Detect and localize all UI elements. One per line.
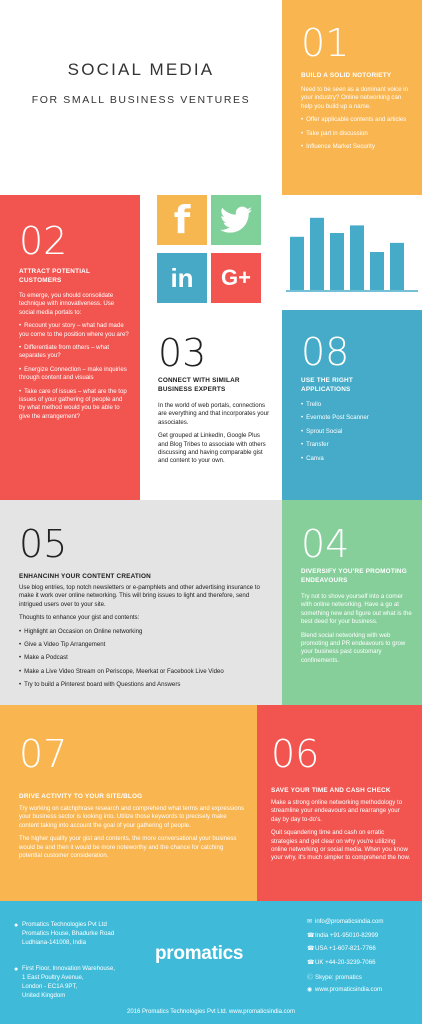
list-item: • Recount your story – what had made you come to the position where you are? — [19, 322, 129, 339]
section-body — [301, 593, 413, 670]
section-body — [19, 805, 247, 865]
bullet-list — [19, 628, 271, 690]
location-pin-icon: ● — [14, 922, 19, 929]
list-item: • Make a Live Video Stream on Periscope, Meerkat or Facebook Live Video — [19, 668, 271, 676]
list-item: • Take care of issues – what are the top issues of your gathering of people and by what method would you be able to give the arrangement? — [19, 388, 129, 422]
section-08 — [282, 310, 422, 500]
bullet-list — [301, 116, 413, 151]
list-item: • Canva — [301, 455, 411, 463]
bullet-list — [19, 322, 129, 421]
copyright: 2016 Promatics Technologies Pvt Ltd. www.promaticsindia.com — [127, 1009, 295, 1015]
address-line: First Floor, Innovation Warehouse, — [22, 965, 115, 972]
twitter-icon — [211, 195, 261, 245]
section-intro: To emerge, you should consolidate technique with innovativeness. Use social media portals to: — [19, 292, 115, 316]
section-04 — [282, 500, 422, 705]
section-number: 04 — [301, 522, 350, 566]
globe-icon: ◉ — [307, 985, 313, 993]
section-number: 05 — [19, 522, 68, 566]
list-item: • Differentiate from others – what separates you? — [19, 344, 129, 361]
contact-item — [307, 932, 419, 946]
section-body — [19, 584, 271, 695]
section-number: 01 — [301, 21, 350, 65]
bar-4 — [370, 252, 384, 290]
facebook-icon: f — [157, 195, 207, 245]
section-body — [301, 86, 413, 156]
address-line: Promatics House, Bhadurke Road — [22, 930, 115, 938]
list-item: • Influence Market Security — [301, 143, 413, 151]
contact-text: USA +1-607-821-7766 — [315, 945, 376, 952]
contact-text: www.promaticsindia.com — [315, 985, 383, 993]
contact-text: info@promaticsindia.com — [315, 918, 384, 925]
section-intro: Use blog entries, top notch newsletters or e-pamphlets and other advertising insurance to make it work over online networking. This will bring issues to light and therefore, send intrigued users over to your site. — [19, 584, 260, 608]
section-paragraph: Quit squandering time and cash on erratic strategies and get clear on why you're utilizing online networking or social media. When you know your why, it's much simpler to comprehend the how. — [271, 829, 411, 862]
phone-icon: ☎ — [307, 958, 315, 966]
twitter-bird-icon — [220, 206, 252, 234]
list-item: • Trello — [301, 401, 411, 409]
bar-1 — [310, 218, 324, 290]
address-line: 1 East Poultry Avenue, — [22, 974, 84, 982]
skype-icon: Ⓒ — [307, 974, 314, 981]
section-heading: ATTRACT POTENTIAL CUSTOMERS — [19, 268, 90, 284]
contact-item — [307, 918, 419, 932]
section-heading: USE THE RIGHT APPLICATIONS — [301, 377, 353, 393]
contact-text: UK +44-20-3239-7066 — [315, 958, 376, 966]
list-item: • Give a Video Tip Arrangement — [19, 641, 271, 649]
list-item: • Evernote Post Scanner — [301, 414, 411, 422]
section-03 — [140, 310, 282, 500]
section-paragraph: The higher quality your gist and contents, the more conversational your business would be and then it would be more noteworthy and the chance for catching potential customer consideration. — [19, 835, 237, 860]
list-item: • Make a Podcast — [19, 654, 271, 662]
footer — [0, 901, 422, 1024]
bar-chart-area — [282, 195, 422, 310]
section-paragraph: Try not to shove yourself into a corner with online networking. Have a go at something new and figure out what is the best deed for your business. — [301, 593, 412, 626]
section-number: 08 — [301, 330, 350, 374]
contact-item — [307, 945, 419, 959]
social-area — [140, 195, 282, 310]
header-area — [0, 0, 282, 195]
section-heading: BUILD A SOLID NOTORIETY — [301, 72, 392, 79]
page-title: SOCIAL MEDIA — [67, 60, 215, 79]
contact-item — [307, 959, 419, 973]
section-body — [158, 402, 270, 471]
contact-item — [307, 986, 419, 1000]
page-subtitle: FOR SMALL BUSINESS VENTURES — [31, 94, 251, 106]
section-body — [271, 799, 411, 868]
section-heading: SAVE YOUR TIME AND CASH CHECK — [271, 787, 391, 794]
section-05 — [0, 500, 282, 705]
section-01 — [282, 0, 422, 195]
section-number: 03 — [158, 331, 207, 375]
section-number: 06 — [271, 732, 320, 776]
section-body — [19, 292, 129, 426]
bar-chart — [282, 195, 422, 310]
phone-icon: ☎ — [307, 945, 315, 952]
section-intro: Need to be seen as a dominant voice in your industry? Online networking can help you build up a name. — [301, 86, 409, 110]
section-number: 07 — [19, 732, 68, 776]
contact-list — [307, 918, 419, 999]
location-pin-icon: ● — [14, 966, 19, 973]
contact-text: India +91-95010-82999 — [315, 931, 379, 939]
section-paragraph: In the world of web portals, connections are everything and that incorporates your associates. — [158, 402, 270, 426]
list-item: • Offer applicable contents and articles — [301, 116, 413, 124]
list-item: • Take part in discussion — [301, 130, 413, 138]
address-line: Promatics Technologies Pvt Ltd — [22, 921, 107, 928]
section-lead: Thoughts to enhance your gist and contents: — [19, 614, 140, 622]
bullet-list — [301, 401, 411, 468]
address-line: United Kingdom — [22, 992, 66, 1000]
section-07 — [0, 705, 257, 901]
google-plus-icon: G+ — [211, 253, 261, 303]
section-heading: DRIVE ACTIVITY TO YOUR SITE/BLOG — [19, 793, 143, 800]
contact-text: Skype: promatics — [315, 974, 362, 981]
section-06 — [257, 705, 422, 901]
promatics-logo: promatics — [155, 943, 244, 964]
phone-icon: ☎ — [307, 931, 315, 939]
bar-0 — [290, 237, 304, 290]
address-line: Ludhiana-141008, India — [22, 939, 87, 947]
address-block-uk — [14, 964, 142, 1001]
section-heading: DIVERSIFY YOU'RE PROMOTING ENDEAVOURS — [301, 568, 407, 584]
section-heading: ENHANCINH YOUR CONTENT CREATION — [19, 573, 152, 580]
bar-3 — [350, 225, 364, 290]
section-paragraph: Try working on catchphrase research and comprehend what terms and expressions your business sector is looking into. Utilize those keywords to precisely make content taking into account the goal of your gathering of people. — [19, 805, 245, 829]
linkedin-icon: in — [157, 253, 207, 303]
list-item: • Try to build a Pinterest board with Questions and Answers — [19, 681, 271, 689]
mail-icon: ✉ — [307, 918, 313, 925]
contact-item — [307, 972, 419, 986]
bar-2 — [330, 233, 344, 290]
address-block-india — [14, 920, 142, 947]
list-item: • Highlight an Occasion on Online networking — [19, 628, 271, 636]
list-item: • Transfer — [301, 441, 411, 449]
section-heading: CONNECT WITH SIMILAR BUSINESS EXPERTS — [158, 377, 240, 393]
bar-5 — [390, 243, 404, 290]
list-item: • Energize Connection – make inquiries through content and visuals — [19, 366, 129, 383]
section-paragraph: Blend social networking with web promoting and PR endeavours to grow your business past customary confinements. — [301, 631, 406, 664]
section-paragraph: Get grouped at LinkedIn, Google Plus and Blog Tribes to associate with others discussing and having comparable gist and content to your own. — [158, 432, 266, 465]
section-number: 02 — [19, 219, 68, 263]
list-item: • Sprout Social — [301, 428, 411, 436]
section-02 — [0, 195, 140, 500]
section-paragraph: Make a strong online networking methodology to streamline your endeavours and rearrange your day by day to-do's. — [271, 799, 403, 823]
address-line: London - EC1A 9PT, — [22, 983, 78, 991]
